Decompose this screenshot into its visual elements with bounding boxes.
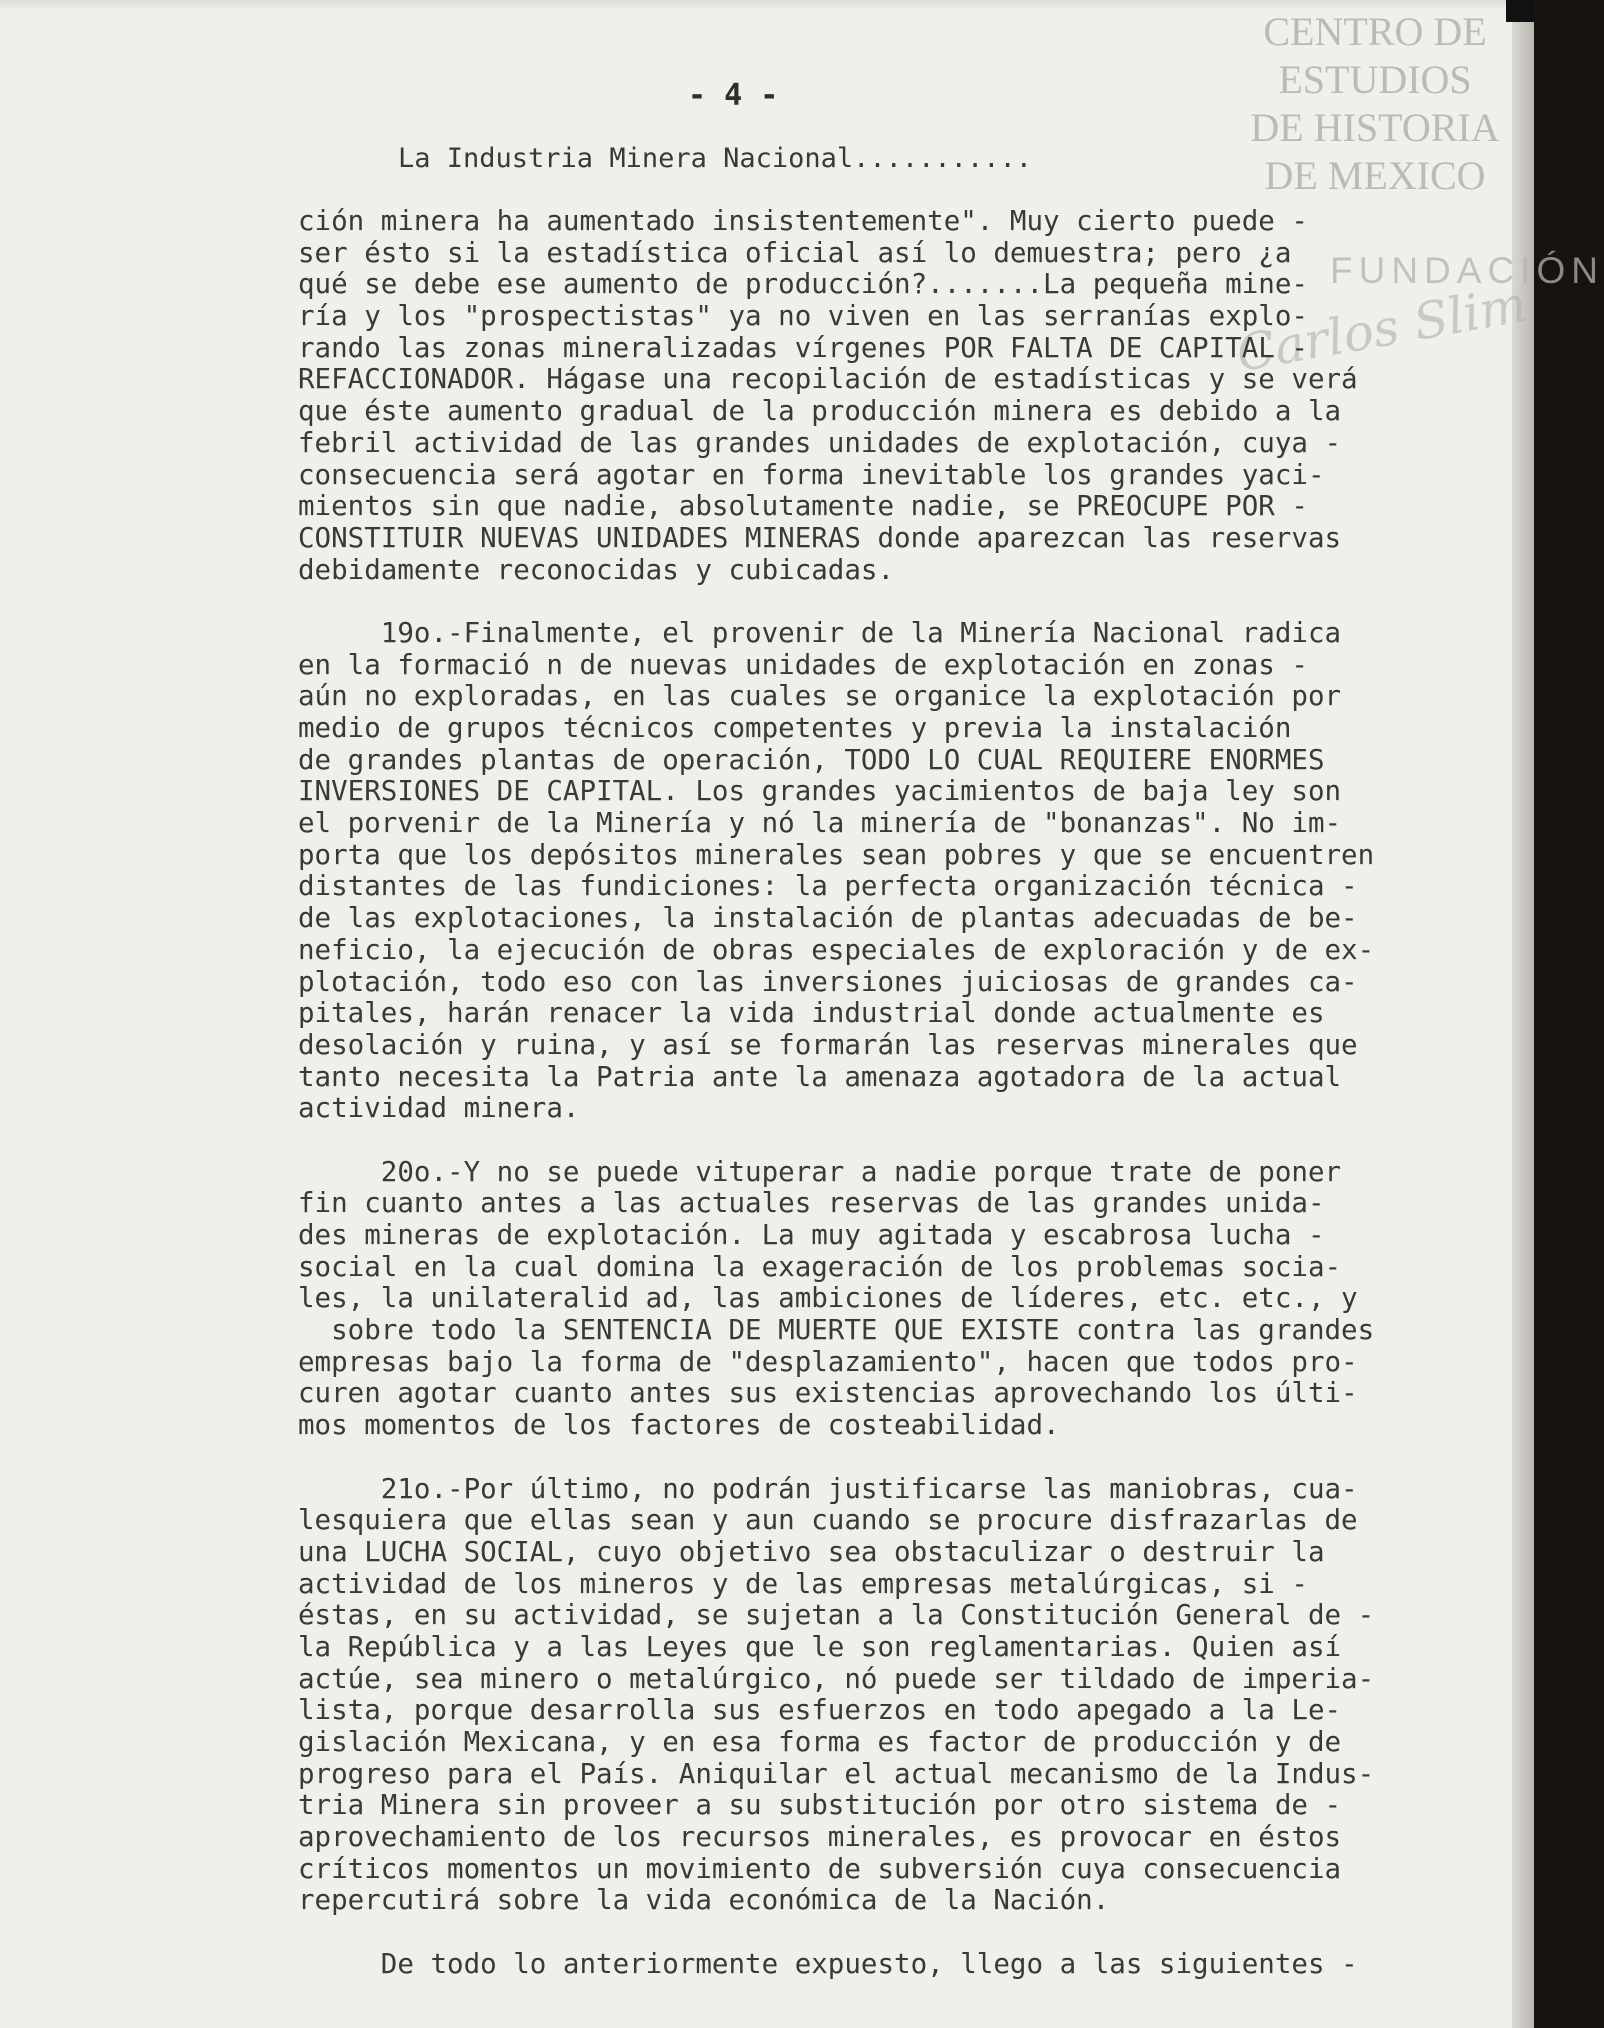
text-line: en la formació n de nuevas unidades de explotación en zonas - [298,648,1308,681]
text-line: 20o.-Y no se puede vituperar a nadie porque trate de poner [298,1155,1342,1188]
text-line: ción minera ha aumentado insistentemente". Muy cierto puede - [298,205,1308,237]
paragraph-gap [298,1125,1508,1157]
watermark-line: DE HISTORIA [1250,105,1500,150]
watermark-signature: Carlos Slim [1232,274,1532,384]
text-line: consecuencia será agotar en forma inevitable los grandes yaci- [298,458,1325,491]
text-line: pitales, harán renacer la vida industrial donde actualmente es [298,997,1325,1030]
text-line: 21o.-Por último, no podrán justificarse las maniobras, cua- [298,1472,1358,1505]
watermark-line: CENTRO DE [1263,9,1487,54]
text-line: fin cuanto antes a las actuales reservas de las grandes unida- [298,1187,1325,1220]
text-line: actúe, sea minero o metalúrgico, nó puede ser tildado de imperia- [298,1662,1375,1695]
text-line: qué se debe ese aumento de producción?.......La pequeña mine- [298,268,1308,301]
text-line: lesquiera que ellas sean y aun cuando se procure disfrazarlas de [298,1504,1358,1537]
text-line: des mineras de explotación. La muy agitada y escabrosa lucha - [298,1219,1325,1251]
text-line: debidamente reconocidas y cubicadas. [298,553,895,586]
text-line: medio de grupos técnicos competentes y previa la instalación [298,712,1292,744]
text-line: les, la unilateralid ad, las ambiciones de líderes, etc. etc., y [298,1282,1358,1315]
running-header: La Industria Minera Nacional........... [398,143,1032,174]
text-line: aún no exploradas, en las cuales se organice la explotación por [298,680,1342,713]
text-line: CONSTITUIR NUEVAS UNIDADES MINERAS donde aparezcan las reservas [298,521,1342,554]
text-line: porta que los depósitos minerales sean pobres y que se encuentren [298,838,1375,871]
text-line: el porvenir de la Minería y nó la minería de "bonanzas". No im- [298,807,1342,840]
body-text [298,206,1508,1981]
text-line: plotación, todo eso con las inversiones juiciosas de grandes ca- [298,965,1358,998]
text-line: tria Minera sin proveer a su substitución por otro sistema de - [298,1789,1342,1822]
text-line: de las explotaciones, la instalación de plantas adecuadas de be- [298,902,1358,935]
text-line: 19o.-Finalmente, el provenir de la Minería Nacional radica [298,616,1342,649]
watermark-line: DE MEXICO [1264,153,1486,198]
text-line: críticos momentos un movimiento de subversión cuya consecuencia [298,1852,1342,1885]
paragraph-gap [298,586,1508,618]
text-line: curen agotar cuanto antes sus existencias aprovechando los últi- [298,1377,1358,1410]
paragraph-continuation [298,206,1508,586]
text-line: mos momentos de los factores de costeabilidad. [298,1409,1060,1442]
text-line: desolación y ruina, y así se formarán las reservas minerales que [298,1028,1358,1061]
text-line: actividad de los mineros y de las empresas metalúrgicas, si - [298,1567,1308,1600]
paragraph-20 [298,1157,1508,1442]
text-line: la República y a las Leyes que le son reglamentarias. Quien así [298,1630,1342,1663]
text-line: actividad minera. [298,1092,580,1125]
text-line: gislación Mexicana, y en esa forma es factor de producción y de [298,1726,1342,1758]
text-line: de grandes plantas de operación, TODO LO CUAL REQUIERE ENORMES [298,743,1325,776]
paragraph-gap [298,1442,1508,1474]
text-line: tanto necesita la Patria ante la amenaza agotadora de la actual [298,1060,1342,1093]
text-line: aprovechamiento de los recursos minerales, es provocar en éstos [298,1821,1342,1854]
text-line: éstas, en su actividad, se sujetan a la Constitución General de - [298,1599,1375,1632]
text-line: social en la cual domina la exageración de los problemas socia- [298,1250,1342,1283]
text-line: sobre todo la SENTENCIA DE MUERTE QUE EXISTE contra las grandes [298,1314,1375,1347]
paragraph-19 [298,618,1508,1125]
text-line: rando las zonas mineralizadas vírgenes POR FALTA DE CAPITAL - [298,331,1308,364]
text-line: mientos sin que nadie, absolutamente nadie, se PREOCUPE POR - [298,490,1308,523]
text-line: ría y los "prospectistas" ya no viven en las serranías explo- [298,300,1308,333]
paragraph-21 [298,1474,1508,1918]
text-line: empresas bajo la forma de "desplazamiento", hacen que todos pro- [298,1345,1358,1378]
text-line: De todo lo anteriormente expuesto, llego a las siguientes - [298,1947,1358,1980]
text-line: neficio, la ejecución de obras especiales de exploración y de ex- [298,933,1375,966]
text-line: distantes de las fundiciones: la perfecta organización técnica - [298,870,1358,903]
text-line: repercutirá sobre la vida económica de la Nación. [298,1884,1110,1917]
text-line: INVERSIONES DE CAPITAL. Los grandes yacimientos de baja ley son [298,775,1342,808]
page-number: - 4 - [688,78,779,113]
text-line: ser ésto si la estadística oficial así lo demuestra; pero ¿a [298,236,1292,269]
paragraph-conclusion-lead [298,1949,1508,1981]
watermark-foundation: FUNDACIÓN [1330,250,1604,291]
archive-watermark [1225,8,1525,200]
text-line: progreso para el País. Aniquilar el actual mecanismo de la Indus- [298,1757,1375,1790]
text-line: febril actividad de las grandes unidades de explotación, cuya - [298,426,1342,459]
text-line: una LUCHA SOCIAL, cuyo objetivo sea obstaculizar o destruir la [298,1535,1325,1568]
text-line: que éste aumento gradual de la producción minera es debido a la [298,395,1342,428]
text-line: lista, porque desarrolla sus esfuerzos en todo apegado a la Le- [298,1694,1342,1727]
paragraph-gap [298,1917,1508,1949]
text-line: REFACCIONADOR. Hágase una recopilación de estadísticas y se verá [298,363,1358,396]
watermark-line: ESTUDIOS [1278,57,1472,102]
